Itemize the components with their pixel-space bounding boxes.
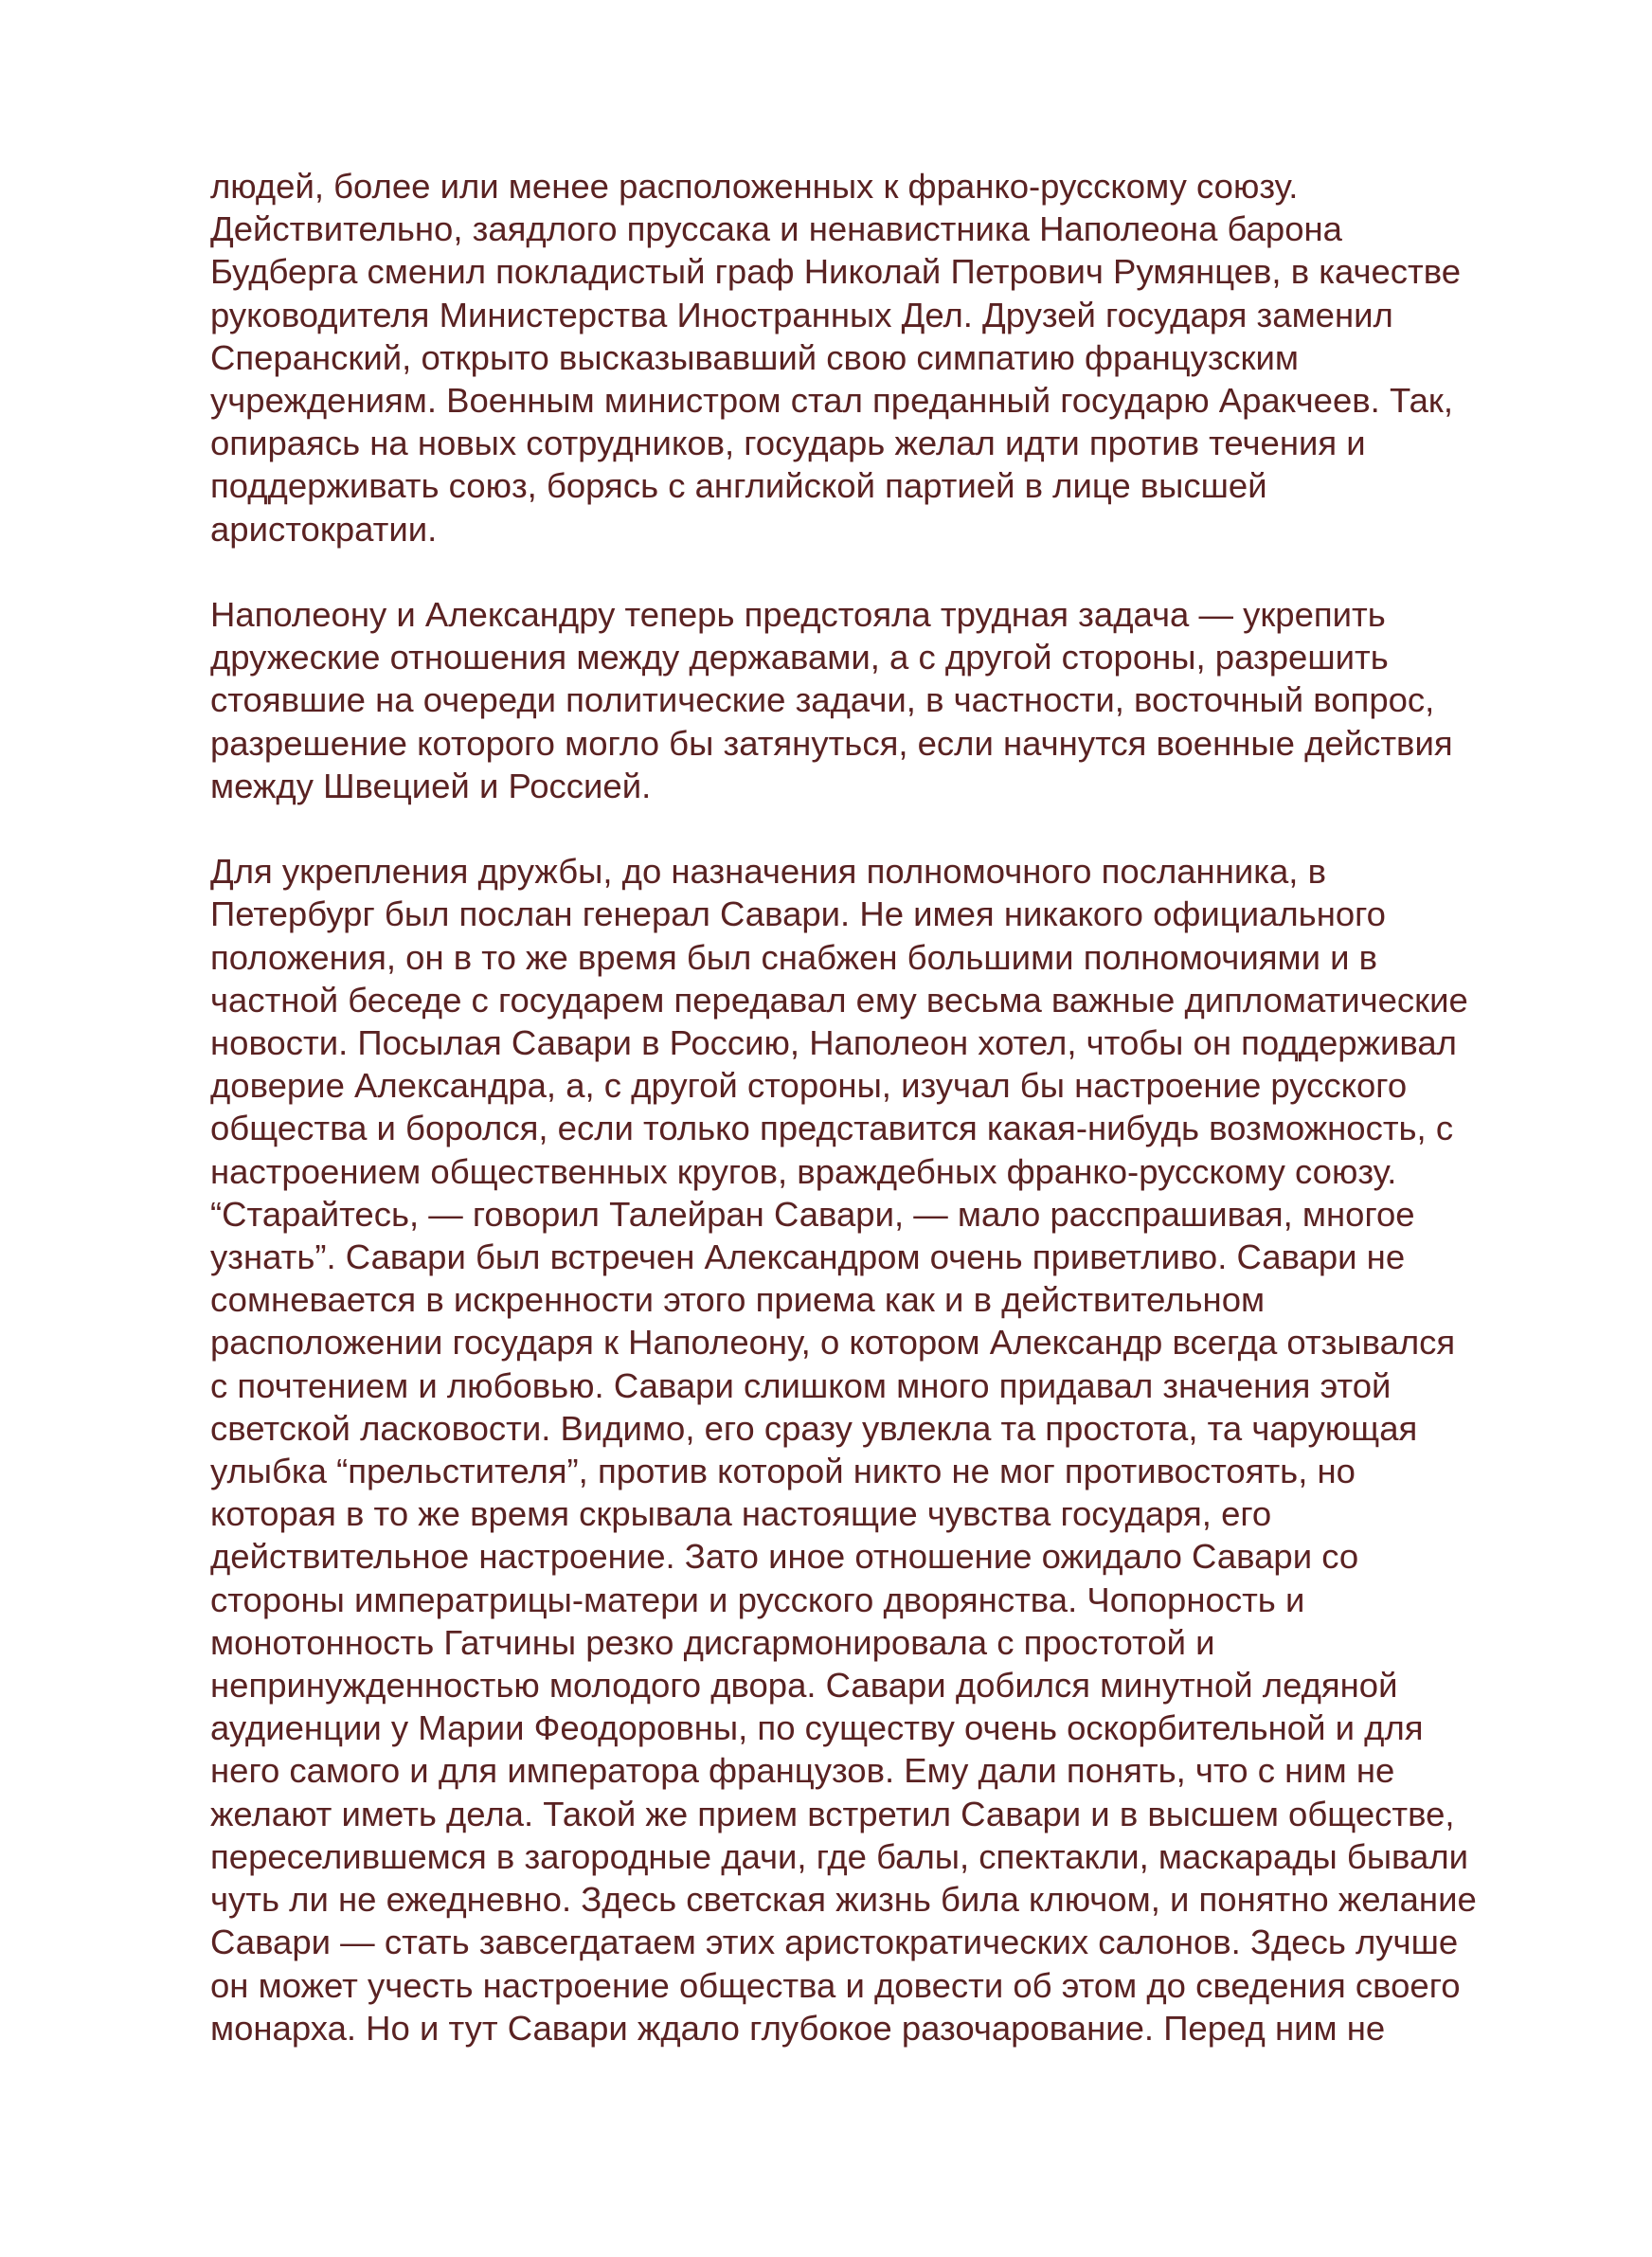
text-line: разрешение которого могло бы затянуться, если начнутся военные действия — [210, 723, 1453, 763]
paragraph-2 — [210, 593, 1536, 807]
text-line: сомневается в искренности этого приема как и в действительном — [210, 1280, 1266, 1320]
text-line: частной беседе с государем передавал ему весьма важные дипломатические — [210, 980, 1468, 1020]
text-line: дружеские отношения между державами, а с другой стороны, разрешить — [210, 638, 1389, 677]
text-line: поддерживать союз, борясь с английской партией в лице высшей — [210, 466, 1267, 506]
document-body-text — [210, 165, 1536, 2092]
text-line: общества и боролся, если только представится какая-нибудь возможность, с — [210, 1109, 1454, 1148]
text-line: Для укрепления дружбы, до назначения полномочного посланника, в — [210, 852, 1326, 892]
text-line: Наполеону и Александру теперь предстояла трудная задача — укрепить — [210, 595, 1386, 635]
text-line: которая в то же время скрывала настоящие чувства государя, его — [210, 1494, 1272, 1534]
text-line: узнать”. Савари был встречен Александром очень приветливо. Савари не — [210, 1237, 1406, 1277]
text-line: улыбка “прельстителя”, против которой никто не мог противостоять, но — [210, 1452, 1356, 1491]
text-line: новости. Посылая Савари в Россию, Наполеон хотел, чтобы он поддерживал — [210, 1023, 1457, 1063]
text-line: монарха. Но и тут Савари ждало глубокое разочарование. Перед ним не — [210, 2008, 1386, 2048]
text-line: “Старайтесь, — говорил Талейран Савари, — мало расспрашивая, многое — [210, 1194, 1415, 1234]
paragraph-1 — [210, 165, 1536, 551]
text-line: настроением общественных кругов, враждебных франко-русскому союзу. — [210, 1151, 1397, 1191]
text-line: переселившемся в загородные дачи, где балы, спектакли, маскарады бывали — [210, 1836, 1469, 1876]
text-line: аристократии. — [210, 509, 438, 549]
text-line: него самого и для императора французов. Ему дали понять, что с ним не — [210, 1751, 1395, 1791]
text-line: Действительно, заядлого пруссака и ненавистника Наполеона барона — [210, 209, 1342, 249]
text-line: доверие Александра, а, с другой стороны, изучал бы настроение русского — [210, 1066, 1408, 1106]
text-line: аудиенции у Марии Феодоровны, по существу очень оскорбительной и для — [210, 1708, 1424, 1748]
text-line: действительное настроение. Зато иное отношение ожидало Савари со — [210, 1537, 1359, 1577]
text-line: опираясь на новых сотрудников, государь желал идти против течения и — [210, 424, 1366, 463]
text-line: людей, более или менее расположенных к франко-русскому союзу. — [210, 167, 1299, 206]
text-line: желают иметь дела. Такой же прием встретил Савари и в высшем обществе, — [210, 1794, 1455, 1833]
paragraph-3 — [210, 850, 1536, 2049]
text-line: с почтением и любовью. Савари слишком много придавал значения этой — [210, 1365, 1392, 1405]
text-line: расположении государя к Наполеону, о котором Александр всегда отзывался — [210, 1323, 1456, 1363]
text-line: Петербург был послан генерал Савари. Не имея никакого официального — [210, 894, 1386, 934]
text-line: Будберга сменил покладистый граф Николай Петрович Румянцев, в качестве — [210, 252, 1462, 292]
text-line: стоявшие на очереди политические задачи, в частности, восточный вопрос, — [210, 680, 1435, 720]
text-line: положения, он в то же время был снабжен большими полномочиями и в — [210, 937, 1378, 977]
text-line: стороны императрицы-матери и русского дворянства. Чопорность и — [210, 1580, 1305, 1619]
text-line: светской ласковости. Видимо, его сразу увлекла та простота, та чарующая — [210, 1408, 1418, 1448]
text-line: между Швецией и Россией. — [210, 766, 652, 805]
text-line: учреждениям. Военным министром стал преданный государю Аракчеев. Так, — [210, 381, 1454, 421]
text-line: Сперанский, открыто высказывавший свою симпатию французским — [210, 337, 1299, 377]
text-line: непринужденностью молодого двора. Савари добился минутной ледяной — [210, 1666, 1398, 1706]
text-line: чуть ли не ежедневно. Здесь светская жизнь била ключом, и понятно желание — [210, 1880, 1477, 1920]
text-line: руководителя Министерства Иностранных Дел. Друзей государя заменил — [210, 295, 1393, 334]
text-line: Савари — стать завсегдатаем этих аристократических салонов. Здесь лучше — [210, 1923, 1459, 1962]
text-line: монотонность Гатчины резко дисгармонировала с простотой и — [210, 1622, 1215, 1662]
text-line: он может учесть настроение общества и довести об этом до сведения своего — [210, 1965, 1461, 2005]
